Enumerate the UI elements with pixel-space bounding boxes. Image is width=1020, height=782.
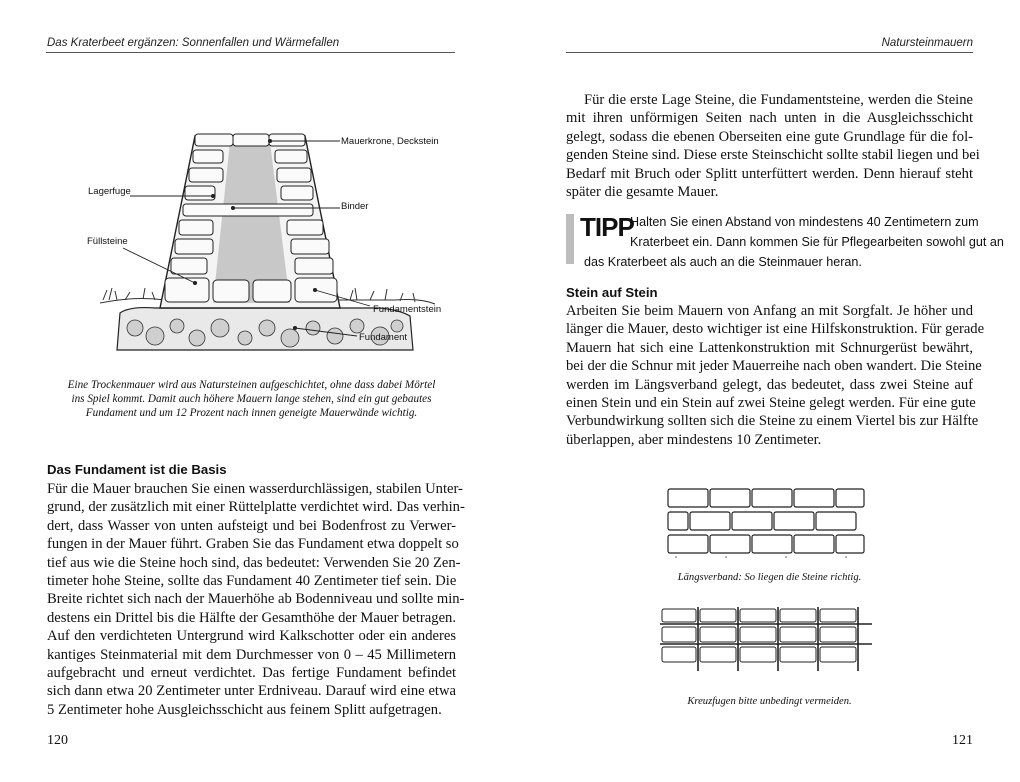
right-body-text: [566, 302, 985, 449]
figure-caption-trockenmauer: [47, 378, 456, 420]
text-line: Für die Mauer brauchen Sie einen wasserdurchlässigen, stabilen Unter-: [47, 481, 463, 497]
section-heading-stein-auf-stein: Stein auf Stein: [566, 285, 658, 300]
text-line: Bedarf mit Bruch oder Splitt unterfüttert werden. Denn hierauf steht: [566, 165, 973, 182]
caption-laengsverband: Längsverband: So liegen die Steine richtig.: [677, 572, 862, 583]
right-header-rule: [566, 52, 973, 53]
left-running-head: Das Kraterbeet ergänzen: Sonnenfallen und Wärmefallen: [47, 37, 340, 49]
text-line: werden im Längsverband gelegt, das bedeutet, dass zwei Steine auf: [566, 376, 973, 393]
text-line: gelegt, sodass die ebenen Oberseiten eine gute Grundlage für die fol-: [566, 128, 973, 145]
text-line: 5 Zentimeter hohe Ausgleichsschicht aus feinem Splitt aufgetragen.: [47, 701, 442, 718]
trockenmauer-illustration: [95, 128, 440, 353]
left-header-rule: [46, 52, 455, 53]
text-line: mit ihren unförmigen Seiten nach unten in die Ausgleichsschicht: [566, 110, 973, 127]
caption-line: Eine Trockenmauer wird aus Natursteinen aufgeschichtet, ohne dass dabei Mörtel: [67, 379, 436, 391]
tip-line: Halten Sie einen Abstand von mindestens 40 Zentimetern zum: [630, 215, 979, 229]
text-line: destens ein Drittel bis die Hälfte der Gesamthöhe der Mauer betragen.: [47, 609, 456, 626]
label-fundament: Fundament: [359, 332, 408, 343]
text-line: überlappen, aber mindestens 10 Zentimeter.: [566, 431, 822, 448]
tip-text: [630, 212, 1004, 252]
text-line: sich dann etwa 20 Zentimeter unter Erdniveau. Darauf wird eine etwa: [47, 683, 456, 700]
caption-line: ins Spiel kommt. Damit auch höhere Mauern lange stehen, sind ein gut gebautes: [71, 393, 432, 405]
text-line: kantiges Steinmaterial mit dem Durchmesser von 0 – 45 Millimetern: [47, 646, 456, 663]
label-binder: Binder: [341, 201, 369, 212]
label-lagerfuge: Lagerfuge: [88, 186, 131, 197]
text-line: Verbundwirkung sollten sich die Steine zu einem Viertel bis zur Hälfte: [566, 413, 979, 430]
text-line: später die gesamte Mauer.: [566, 183, 719, 200]
text-line: dert, dass Wasser von unten aufsteigt und bei Bodenfrost zu Verwer-: [47, 517, 456, 534]
label-mauerkrone: Mauerkrone, Deckstein: [341, 136, 439, 147]
right-intro-text: [566, 91, 980, 201]
label-fuellsteine: Füllsteine: [87, 236, 128, 247]
tip-text-last: [584, 252, 973, 272]
text-line: genden Steine sind. Diese erste Steinschicht sollte stabil liegen und bei: [566, 147, 980, 164]
right-running-head: Natursteinmauern: [881, 37, 973, 49]
tip-line: Kraterbeet ein. Dann kommen Sie für Pflegearbeiten sowohl gut an: [630, 235, 1004, 249]
left-body-text: [47, 480, 465, 719]
text-line: tief aus wie die Steine hoch sind, das bedeutet: Verwenden Sie 20 Zen-: [47, 554, 461, 571]
text-line: grund, der zusätzlich mit einer Rüttelplatte verdichtet wird. Das verhin-: [47, 499, 465, 516]
caption-line: Fundament und um 12 Prozent nach innen geneigte Mauerwände wichtig.: [85, 407, 418, 419]
text-line: timeter hohe Steine, sollte das Fundament 40 Zentimeter tief sein. Die: [47, 572, 457, 589]
text-line: Breite richtet sich nach der Mauerhöhe ab Bodenniveau und sollte min-: [47, 591, 465, 608]
kreuzfugen-diagram: [660, 607, 872, 673]
text-line: Arbeiten Sie beim Mauern von Anfang an mit Sorgfalt. Je höher und: [566, 303, 973, 319]
text-line: fungen in der Mauer führt. Graben Sie das Fundament etwa doppelt so: [47, 536, 459, 553]
label-fundamentstein: Fundamentstein: [373, 304, 442, 315]
text-line: einen Stein und ein Stein auf zwei Steine gelegt werden. Für eine gute: [566, 394, 976, 411]
right-page-number: 121: [952, 733, 973, 748]
text-line: aufgebracht und erneut verdichtet. Das fertige Fundament befindet: [47, 664, 456, 681]
text-line: länger die Mauer, desto wichtiger ist eine Hilfskonstruktion. Für gerade: [566, 321, 985, 338]
tip-bar: [566, 214, 574, 264]
section-heading-fundament: Das Fundament ist die Basis: [47, 462, 227, 477]
tip-badge: TIPP: [580, 212, 634, 242]
text-line: Mauern hat sich eine Lattenkonstruktion mit Schnurgerüst bewährt,: [566, 339, 973, 356]
text-line: bei der die Schnur mit jeder Mauerreihe nach oben wandert. Die Steine: [566, 358, 982, 375]
laengsverband-diagram: [666, 487, 866, 559]
tip-line: das Kraterbeet als auch an die Steinmauer heran.: [584, 255, 862, 269]
left-page-number: 120: [47, 733, 68, 748]
text-line: Auf den verdichteten Untergrund wird Kalkschotter oder ein anderes: [47, 628, 456, 645]
caption-kreuzfugen: Kreuzfugen bitte unbedingt vermeiden.: [687, 696, 852, 707]
text-line: Für die erste Lage Steine, die Fundamentsteine, werden die Steine: [584, 92, 973, 108]
